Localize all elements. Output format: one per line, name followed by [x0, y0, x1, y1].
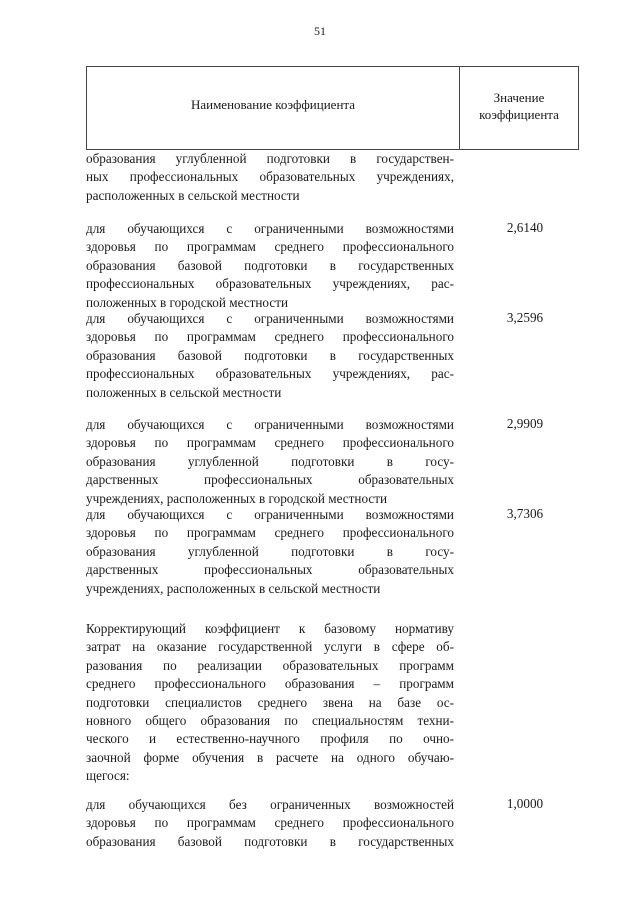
text-line: для обучающихся без ограниченных возможностей — [86, 797, 454, 812]
text-block — [86, 620, 454, 786]
coefficient-value: 3,2596 — [506, 310, 544, 325]
coefficient-value: 3,7306 — [506, 506, 544, 521]
text-block — [86, 310, 454, 402]
page-number: 51 — [314, 24, 326, 38]
text-line: здоровья по программам среднего профессионального — [86, 239, 454, 255]
coefficient-value: 2,9909 — [506, 416, 544, 431]
text-line: образования углубленной подготовки в государствен- — [86, 151, 454, 166]
text-line: для обучающихся с ограниченными возможностями — [86, 311, 454, 326]
header-col-value — [460, 89, 578, 123]
text-line: затрат на оказание государственной услуги в сфере об- — [86, 639, 454, 655]
text-line: профессиональных образовательных учреждениях, рас- — [86, 366, 454, 382]
text-line: щегося: — [86, 768, 130, 784]
text-line: здоровья по программам среднего профессионального — [86, 435, 454, 451]
text-line: для обучающихся с ограниченными возможностями — [86, 417, 454, 432]
header-col-value-line1: Значение — [493, 90, 545, 105]
header-table — [86, 66, 579, 150]
text-block — [86, 416, 454, 508]
text-line: дарственных профессиональных образовательных — [86, 562, 454, 578]
coefficient-value: 2,6140 — [506, 220, 544, 235]
text-block — [86, 506, 454, 598]
coefficient-value: 1,0000 — [506, 796, 544, 811]
text-line: образования углубленной подготовки в госу- — [86, 543, 454, 559]
text-line: среднего профессионального образования – программ — [86, 676, 454, 692]
text-line: ческого и естественно-научного профиля по очно- — [86, 731, 454, 747]
text-line: для обучающихся с ограниченными возможностями — [86, 507, 454, 522]
text-block — [86, 796, 454, 851]
text-line: заочной форме обучения в расчете на одного обучаю- — [86, 749, 454, 765]
text-block — [86, 150, 454, 205]
text-line: дарственных профессиональных образовательных — [86, 472, 454, 488]
text-line: ных профессиональных образовательных учреждениях, — [86, 169, 454, 185]
text-line: расположенных в сельской местности — [86, 187, 300, 203]
text-line: новного общего образования по специальностям техни- — [86, 713, 454, 729]
text-line: положенных в городской местности — [86, 294, 289, 310]
text-line: подготовки специалистов среднего звена на базе ос- — [86, 694, 454, 710]
text-line: для обучающихся с ограниченными возможностями — [86, 221, 454, 236]
text-line: профессиональных образовательных учреждениях, рас- — [86, 276, 454, 292]
text-line: положенных в сельской местности — [86, 384, 282, 400]
text-line: образования базовой подготовки в государственных — [86, 833, 454, 849]
text-line: образования базовой подготовки в государственных — [86, 257, 454, 273]
text-block — [86, 220, 454, 312]
text-line: образования базовой подготовки в государственных — [86, 347, 454, 363]
text-line: здоровья по программам среднего профессионального — [86, 815, 454, 831]
text-line: образования углубленной подготовки в госу- — [86, 453, 454, 469]
text-line: здоровья по программам среднего профессионального — [86, 525, 454, 541]
header-col-name: Наименование коэффициента — [190, 97, 356, 112]
text-line: учреждениях, расположенных в городской местности — [86, 490, 388, 506]
text-line: учреждениях, расположенных в сельской местности — [86, 580, 381, 596]
text-line: разования по реализации образовательных программ — [86, 657, 454, 673]
text-line: здоровья по программам среднего профессионального — [86, 329, 454, 345]
header-col-value-line2: коэффициента — [479, 107, 559, 122]
text-line: Корректирующий коэффициент к базовому нормативу — [86, 621, 454, 636]
